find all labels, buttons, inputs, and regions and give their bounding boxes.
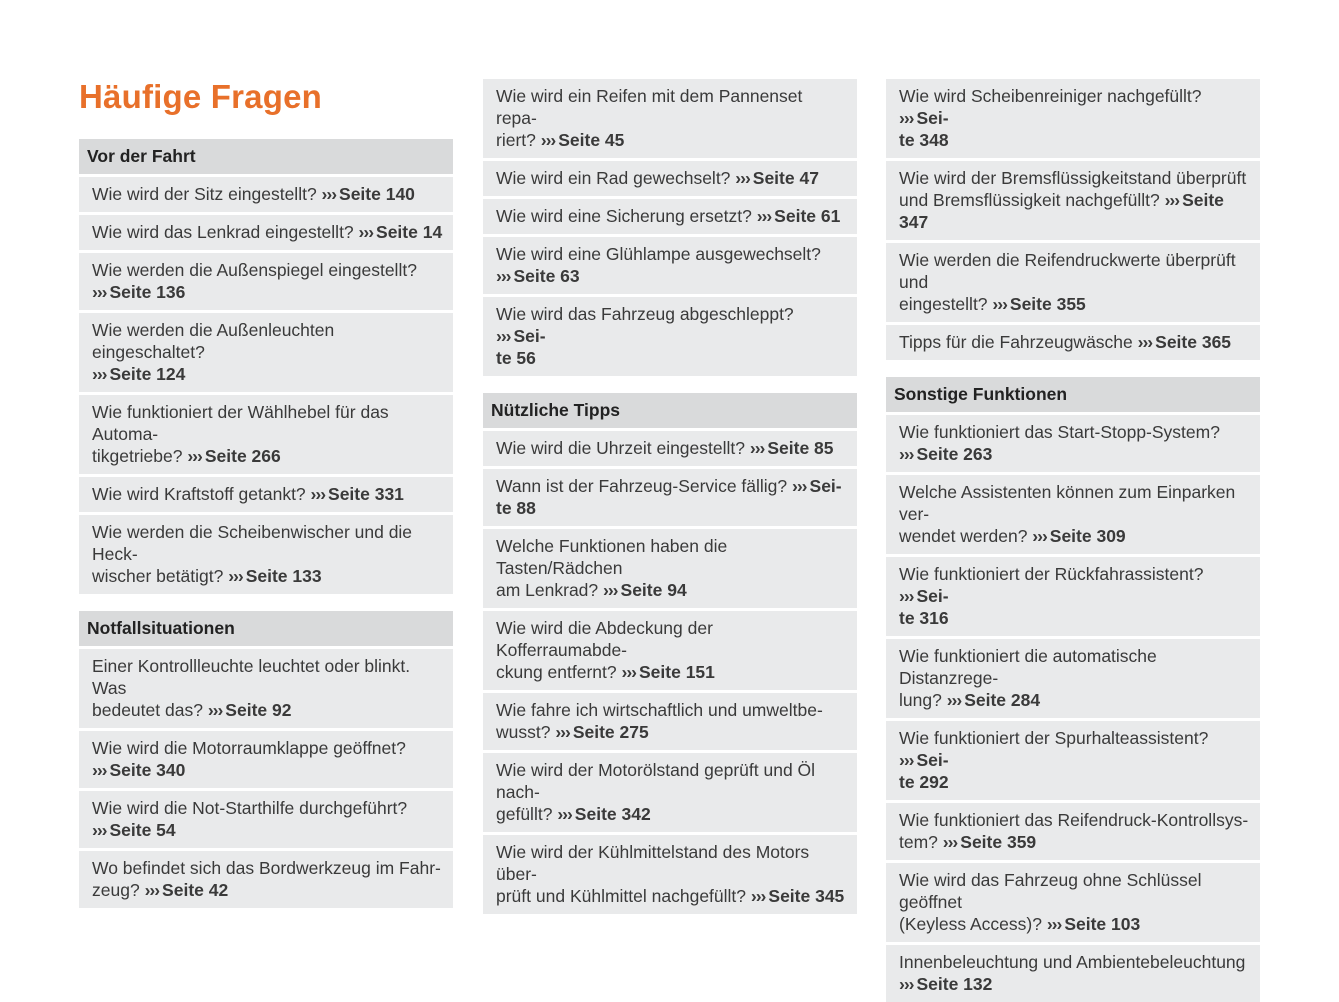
page-ref-arrow-icon: ››› xyxy=(946,690,962,710)
faq-item[interactable] xyxy=(886,161,1260,240)
faq-item[interactable] xyxy=(886,721,1260,800)
page-reference-link[interactable]: Sei- te 348 xyxy=(899,108,949,150)
page-reference-link[interactable]: Sei- te 316 xyxy=(899,586,949,628)
column-2 xyxy=(483,79,857,914)
faq-item[interactable] xyxy=(79,253,453,310)
page-ref-arrow-icon: ››› xyxy=(540,130,556,150)
page-reference-link[interactable]: Seite 14 xyxy=(376,222,443,242)
faq-question: Wie werden die Scheibenwischer und die Heck- wischer betätigt? xyxy=(92,522,413,586)
page-reference-link[interactable]: Seite 54 xyxy=(109,820,176,840)
page-ref-arrow-icon: ››› xyxy=(187,446,202,466)
page-reference-link[interactable]: Seite 132 xyxy=(916,974,993,994)
faq-item[interactable] xyxy=(483,469,857,526)
page-reference-link[interactable]: Seite 275 xyxy=(572,722,649,742)
faq-question: Wie funktioniert das Reifendruck-Kontrollsys- tem? xyxy=(899,810,1249,852)
faq-item[interactable] xyxy=(886,475,1260,554)
page-ref-arrow-icon: ››› xyxy=(899,108,914,128)
page-ref-arrow-icon: ››› xyxy=(358,222,374,242)
page-ref-arrow-icon: ››› xyxy=(228,566,243,586)
faq-item[interactable] xyxy=(886,243,1260,322)
page-title: Häufige Fragen xyxy=(79,78,323,115)
faq-question: Wo befindet sich das Bordwerkzeug im Fahr- zeug? xyxy=(92,858,441,900)
faq-item[interactable] xyxy=(483,431,857,466)
faq-question: Wie wird eine Glühlampe ausgewechselt? xyxy=(496,244,821,264)
faq-item[interactable] xyxy=(483,835,857,914)
faq-question: Einer Kontrollleuchte leuchtet oder blinkt. Was bedeutet das? xyxy=(92,656,411,720)
page-reference-link[interactable]: Seite 85 xyxy=(767,438,834,458)
faq-question: Wie funktioniert die automatische Distanzrege- lung? xyxy=(899,646,1157,710)
column-3 xyxy=(886,79,1260,1002)
page-ref-arrow-icon: ››› xyxy=(899,974,914,994)
faq-section xyxy=(886,377,1260,1002)
faq-item[interactable] xyxy=(886,639,1260,718)
faq-item[interactable] xyxy=(79,215,453,250)
faq-item[interactable] xyxy=(886,803,1260,860)
page-ref-arrow-icon: ››› xyxy=(144,880,160,900)
page-reference-link[interactable]: Seite 331 xyxy=(328,484,404,504)
page-ref-arrow-icon: ››› xyxy=(792,476,807,496)
page-ref-arrow-icon: ››› xyxy=(750,886,766,906)
faq-item[interactable] xyxy=(886,863,1260,942)
faq-question: Wie wird der Kühlmittelstand des Motors über- prüft und Kühlmittel nachgefüllt? xyxy=(496,842,810,906)
faq-question: Wie wird eine Sicherung ersetzt? xyxy=(496,206,752,226)
page-ref-arrow-icon: ››› xyxy=(942,832,958,852)
faq-item[interactable] xyxy=(79,395,453,474)
faq-question: Wie fahre ich wirtschaftlich und umweltbe- wusst? xyxy=(496,700,823,742)
page-reference-link[interactable]: Seite 340 xyxy=(109,760,186,780)
faq-section xyxy=(79,139,453,594)
page-ref-arrow-icon: ››› xyxy=(899,750,914,770)
faq-question: Wie wird das Fahrzeug ohne Schlüssel geöffnet (Keyless Access)? xyxy=(899,870,1202,934)
page-reference-link[interactable]: Seite 140 xyxy=(339,184,415,204)
faq-question: Wie wird das Fahrzeug abgeschleppt? xyxy=(496,304,794,324)
page-reference-link[interactable]: Seite 263 xyxy=(916,444,993,464)
faq-question: Welche Assistenten können zum Einparken ver- wendet werden? xyxy=(899,482,1236,546)
page-ref-arrow-icon: ››› xyxy=(899,444,914,464)
page-ref-arrow-icon: ››› xyxy=(92,282,107,302)
faq-item[interactable] xyxy=(79,731,453,788)
faq-section xyxy=(483,393,857,914)
page-ref-arrow-icon: ››› xyxy=(621,662,636,682)
page-reference-link[interactable]: Seite 284 xyxy=(964,690,1041,710)
page-ref-arrow-icon: ››› xyxy=(496,326,511,346)
faq-item[interactable] xyxy=(886,945,1260,1002)
faq-item[interactable] xyxy=(483,693,857,750)
page-reference-link[interactable]: Sei- te 56 xyxy=(496,326,546,368)
faq-question: Wie funktioniert das Start-Stopp-System? xyxy=(899,422,1220,442)
page-ref-arrow-icon: ››› xyxy=(992,294,1007,314)
page-ref-arrow-icon: ››› xyxy=(557,804,572,824)
page-ref-arrow-icon: ››› xyxy=(555,722,570,742)
faq-question: Wie werden die Außenleuchten eingeschaltet? xyxy=(92,320,335,362)
section-header: Notfallsituationen xyxy=(79,611,453,646)
page-reference-link[interactable]: Sei- te 292 xyxy=(899,750,949,792)
column-1 xyxy=(79,139,453,908)
faq-section xyxy=(483,79,857,376)
page-reference-link[interactable]: Seite 136 xyxy=(109,282,186,302)
page-reference-link[interactable]: Seite 47 xyxy=(752,168,819,188)
page-reference-link[interactable]: Seite 151 xyxy=(639,662,715,682)
page-ref-arrow-icon: ››› xyxy=(1046,914,1062,934)
faq-item[interactable] xyxy=(79,649,453,728)
page-reference-link[interactable]: Seite 266 xyxy=(204,446,281,466)
page-ref-arrow-icon: ››› xyxy=(756,206,772,226)
faq-question: Wie wird der Motorölstand geprüft und Öl nach- gefüllt? xyxy=(496,760,816,824)
page-ref-arrow-icon: ››› xyxy=(207,700,223,720)
page-reference-link[interactable]: Seite 42 xyxy=(162,880,229,900)
faq-question: Welche Funktionen haben die Tasten/Rädchen am Lenkrad? xyxy=(496,536,728,600)
section-header: Vor der Fahrt xyxy=(79,139,453,174)
faq-question: Wie wird die Not-Starthilfe durchgeführt? xyxy=(92,798,408,818)
page-reference-link[interactable]: Seite 92 xyxy=(225,700,292,720)
page-reference-link[interactable]: Seite 63 xyxy=(513,266,580,286)
page-reference-link[interactable]: Seite 359 xyxy=(960,832,1037,852)
faq-item[interactable] xyxy=(483,297,857,376)
page-reference-link[interactable]: Seite 309 xyxy=(1049,526,1126,546)
faq-question: Wie wird der Bremsflüssigkeitstand überprüft und Bremsflüssigkeit nachgefüllt? xyxy=(899,168,1247,210)
faq-item[interactable] xyxy=(483,753,857,832)
page-ref-arrow-icon: ››› xyxy=(603,580,618,600)
page-ref-arrow-icon: ››› xyxy=(321,184,337,204)
faq-item[interactable] xyxy=(79,851,453,908)
faq-item[interactable] xyxy=(483,161,857,196)
page-reference-link[interactable]: Seite 133 xyxy=(245,566,322,586)
faq-item[interactable] xyxy=(483,611,857,690)
faq-question: Wie werden die Reifendruckwerte überprüft und eingestellt? xyxy=(899,250,1236,314)
faq-question: Wie funktioniert der Rückfahrassistent? xyxy=(899,564,1204,584)
page-reference-link[interactable]: Seite 355 xyxy=(1009,294,1086,314)
faq-section xyxy=(886,79,1260,360)
faq-question: Wie wird die Uhrzeit eingestellt? xyxy=(496,438,745,458)
faq-item[interactable] xyxy=(79,791,453,848)
page-reference-link[interactable]: Seite 347 xyxy=(899,190,1224,232)
page-ref-arrow-icon: ››› xyxy=(735,168,750,188)
faq-item[interactable] xyxy=(483,199,857,234)
faq-question: Wie wird der Sitz eingestellt? xyxy=(92,184,317,204)
faq-question: Wie funktioniert der Wählhebel für das Automa- tikgetriebe? xyxy=(92,402,389,466)
page-reference-link[interactable]: Seite 345 xyxy=(768,886,845,906)
faq-item[interactable] xyxy=(79,177,453,212)
faq-question: Wie werden die Außenspiegel eingestellt? xyxy=(92,260,417,280)
section-header: Sonstige Funktionen xyxy=(886,377,1260,412)
page-ref-arrow-icon: ››› xyxy=(899,586,914,606)
faq-question: Wie wird die Abdeckung der Kofferraumabde- ckung entfernt? xyxy=(496,618,713,682)
faq-question: Wie wird die Motorraumklappe geöffnet? xyxy=(92,738,406,758)
page-ref-arrow-icon: ››› xyxy=(92,820,107,840)
page-ref-arrow-icon: ››› xyxy=(1137,332,1153,352)
page-ref-arrow-icon: ››› xyxy=(92,364,107,384)
page-ref-arrow-icon: ››› xyxy=(1032,526,1047,546)
page-reference-link[interactable]: Sei- te 88 xyxy=(496,476,842,518)
faq-question: Wie wird ein Reifen mit dem Pannenset repa- riert? xyxy=(496,86,803,150)
faq-section xyxy=(79,611,453,908)
faq-question: Wie funktioniert der Spurhalteassistent? xyxy=(899,728,1209,748)
page-reference-link[interactable]: Seite 342 xyxy=(574,804,651,824)
page-reference-link[interactable]: Seite 61 xyxy=(774,206,841,226)
faq-question: Innenbeleuchtung und Ambientebeleuchtung xyxy=(899,952,1246,972)
page-reference-link[interactable]: Seite 103 xyxy=(1064,914,1141,934)
page-ref-arrow-icon: ››› xyxy=(1164,190,1180,210)
faq-item[interactable] xyxy=(483,237,857,294)
faq-item[interactable] xyxy=(79,313,453,392)
faq-item[interactable] xyxy=(483,529,857,608)
faq-item[interactable] xyxy=(79,515,453,594)
faq-question: Wann ist der Fahrzeug-Service fällig? xyxy=(496,476,788,496)
page-reference-link[interactable]: Seite 94 xyxy=(620,580,687,600)
faq-item[interactable] xyxy=(886,557,1260,636)
page-reference-link[interactable]: Seite 365 xyxy=(1155,332,1232,352)
faq-item[interactable] xyxy=(483,79,857,158)
page-ref-arrow-icon: ››› xyxy=(310,484,326,504)
faq-item[interactable] xyxy=(886,79,1260,158)
page-ref-arrow-icon: ››› xyxy=(92,760,107,780)
faq-question: Tipps für die Fahrzeugwäsche xyxy=(899,332,1133,352)
faq-item[interactable] xyxy=(886,325,1260,360)
faq-question: Wie wird Kraftstoff getankt? xyxy=(92,484,306,504)
faq-question: Wie wird ein Rad gewechselt? xyxy=(496,168,731,188)
page-ref-arrow-icon: ››› xyxy=(496,266,511,286)
faq-question: Wie wird das Lenkrad eingestellt? xyxy=(92,222,354,242)
faq-item[interactable] xyxy=(886,415,1260,472)
section-header: Nützliche Tipps xyxy=(483,393,857,428)
faq-question: Wie wird Scheibenreiniger nachgefüllt? xyxy=(899,86,1202,106)
page-reference-link[interactable]: Seite 124 xyxy=(109,364,186,384)
page-ref-arrow-icon: ››› xyxy=(749,438,765,458)
faq-item[interactable] xyxy=(79,477,453,512)
page-reference-link[interactable]: Seite 45 xyxy=(558,130,625,150)
